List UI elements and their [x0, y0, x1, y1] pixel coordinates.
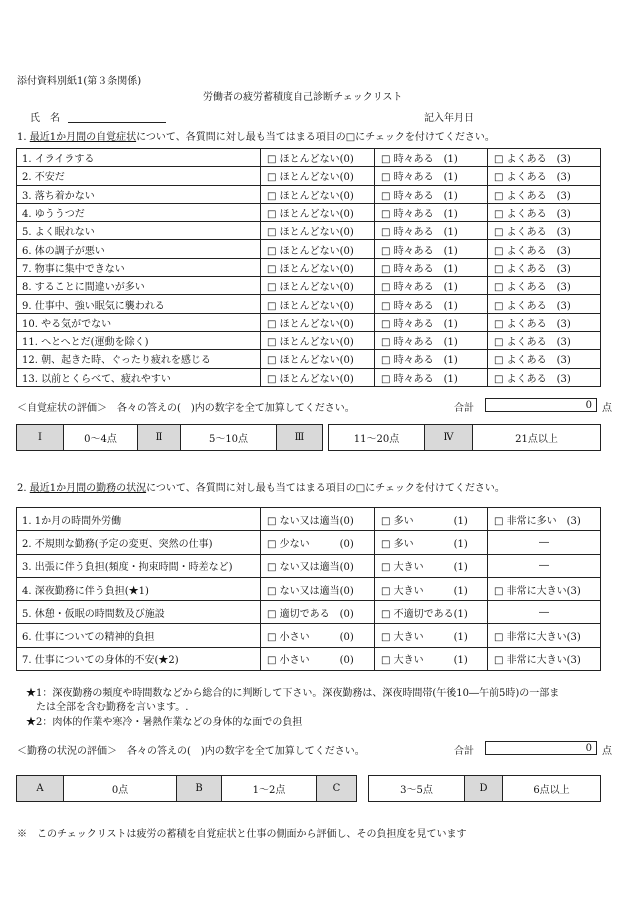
work-status-row: [17, 508, 601, 531]
symptom-row: [17, 149, 601, 167]
answer-checkbox-option[interactable]: □ 時々ある (1): [375, 240, 488, 258]
symptom-row: [17, 277, 601, 295]
work-status-row: [17, 624, 601, 647]
question-label: 13. 以前とくらべて、疲れやすい: [17, 368, 261, 386]
work-status-row: [17, 577, 601, 600]
question-label: 5. よく眠れない: [17, 222, 261, 240]
answer-checkbox-option[interactable]: □ 不適切である(1): [375, 601, 488, 624]
answer-checkbox-option[interactable]: □ ほとんどない(0): [261, 185, 375, 203]
answer-checkbox-option[interactable]: □ 時々ある (1): [375, 167, 488, 185]
grade-label: Ⅲ: [277, 425, 323, 451]
answer-checkbox-option[interactable]: □ ほとんどない(0): [261, 331, 375, 349]
symptom-row: [17, 295, 601, 313]
answer-checkbox-option[interactable]: □ 大きい (1): [375, 647, 488, 670]
answer-checkbox-option[interactable]: □ よくある (3): [488, 331, 601, 349]
answer-checkbox-option[interactable]: □ 時々ある (1): [375, 313, 488, 331]
section2-heading: [17, 479, 505, 494]
symptom-row: [17, 350, 601, 368]
symptom-row: [17, 368, 601, 386]
question-label: 7. 仕事についての身体的不安(★2): [17, 647, 261, 670]
grade-label: Ⅳ: [425, 425, 473, 451]
answer-checkbox-option[interactable]: □ よくある (3): [488, 350, 601, 368]
work-status-row: [17, 531, 601, 554]
symptom-grade-table: [16, 424, 601, 451]
answer-checkbox-option[interactable]: □ ほとんどない(0): [261, 277, 375, 295]
answer-checkbox-option[interactable]: □ ほとんどない(0): [261, 313, 375, 331]
answer-checkbox-option[interactable]: □ 時々ある (1): [375, 295, 488, 313]
note-star1-cont: たは全部を含む勤務を言います。.: [26, 702, 189, 713]
work-status-row: [17, 647, 601, 670]
question-label: 3. 落ち着かない: [17, 185, 261, 203]
answer-checkbox-option[interactable]: □ 非常に大きい(3): [488, 624, 601, 647]
name-label: 氏 名: [30, 113, 60, 124]
section2-underlined: 最近1か月間の勤務の状況: [29, 483, 147, 494]
section1-rest: について、各質問に対し最も当てはまる項目の□にチェックを付けてください。: [136, 132, 495, 143]
grade-range: 5～10点: [181, 425, 277, 451]
answer-checkbox-option[interactable]: □ 時々ある (1): [375, 258, 488, 276]
question-label: 1. イライラする: [17, 149, 261, 167]
symptom-row: [17, 240, 601, 258]
grade-label: C: [317, 776, 357, 802]
symptom-total-label: 合計: [454, 403, 474, 414]
symptom-row: [17, 167, 601, 185]
answer-checkbox-option[interactable]: □ よくある (3): [488, 185, 601, 203]
answer-checkbox-option[interactable]: □ 少ない (0): [261, 531, 375, 554]
grade-range: 3～5点: [369, 776, 465, 802]
section1-underlined: 最近1か月間の自覚症状: [29, 132, 137, 143]
answer-checkbox-option[interactable]: □ ない又は適当(0): [261, 508, 375, 531]
question-label: 2. 不安だ: [17, 167, 261, 185]
grade-range: 6点以上: [503, 776, 601, 802]
section1-num: 1.: [17, 132, 27, 143]
answer-checkbox-option[interactable]: □ ほとんどない(0): [261, 240, 375, 258]
answer-checkbox-option[interactable]: □ 非常に多い (3): [488, 508, 601, 531]
answer-checkbox-option[interactable]: □ よくある (3): [488, 277, 601, 295]
question-label: 4. ゆううつだ: [17, 203, 261, 221]
answer-checkbox-option[interactable]: □ よくある (3): [488, 203, 601, 221]
not-applicable-cell: ―: [488, 554, 601, 577]
answer-checkbox-option[interactable]: □ ほとんどない(0): [261, 222, 375, 240]
answer-checkbox-option[interactable]: □ 時々ある (1): [375, 185, 488, 203]
answer-checkbox-option[interactable]: □ 時々ある (1): [375, 350, 488, 368]
answer-checkbox-option[interactable]: □ 時々ある (1): [375, 149, 488, 167]
symptom-row: [17, 331, 601, 349]
answer-checkbox-option[interactable]: □ 多い (1): [375, 508, 488, 531]
work-evaluation-text: ＜勤務の状況の評価＞ 各々の答えの( )内の数字を全て加算してください。: [17, 746, 365, 757]
question-label: 12. 朝、起きた時、ぐったり疲れを感じる: [17, 350, 261, 368]
answer-checkbox-option[interactable]: □ よくある (3): [488, 167, 601, 185]
question-label: 1. 1か月の時間外労働: [17, 508, 261, 531]
question-label: 7. 物事に集中できない: [17, 258, 261, 276]
footer-note: ※ このチェックリストは疲労の蓄積を自覚症状と仕事の側面から評価し、その負担度を見ています: [17, 829, 467, 840]
symptom-row: [17, 185, 601, 203]
work-grade-table: [16, 775, 601, 802]
not-applicable-cell: ―: [488, 531, 601, 554]
grade-range: 21点以上: [473, 425, 601, 451]
answer-checkbox-option[interactable]: □ 時々ある (1): [375, 331, 488, 349]
question-label: 4. 深夜勤務に伴う負担(★1): [17, 577, 261, 600]
answer-checkbox-option[interactable]: □ 非常に大きい(3): [488, 577, 601, 600]
question-label: 10. やる気がでない: [17, 313, 261, 331]
answer-checkbox-option[interactable]: □ 大きい (1): [375, 554, 488, 577]
answer-checkbox-option[interactable]: □ 時々ある (1): [375, 203, 488, 221]
answer-checkbox-option[interactable]: □ よくある (3): [488, 258, 601, 276]
symptom-row: [17, 203, 601, 221]
work-status-row: [17, 601, 601, 624]
answer-checkbox-option[interactable]: □ ほとんどない(0): [261, 203, 375, 221]
grade-label: A: [17, 776, 64, 802]
answer-checkbox-option[interactable]: □ 小さい (0): [261, 624, 375, 647]
question-label: 11. へとへとだ(運動を除く): [17, 331, 261, 349]
grade-range: 11～20点: [329, 425, 425, 451]
question-label: 5. 休憩・仮眠の時間数及び施設: [17, 601, 261, 624]
grade-label: Ⅱ: [138, 425, 181, 451]
question-label: 3. 出張に伴う負担(頻度・拘束時間・時差など): [17, 554, 261, 577]
answer-checkbox-option[interactable]: □ よくある (3): [488, 149, 601, 167]
question-label: 6. 仕事についての精神的負担: [17, 624, 261, 647]
not-applicable-cell: ―: [488, 601, 601, 624]
answer-checkbox-option[interactable]: □ ほとんどない(0): [261, 149, 375, 167]
grade-label: B: [177, 776, 222, 802]
answer-checkbox-option[interactable]: □ 時々ある (1): [375, 368, 488, 386]
work-total-label: 合計: [454, 746, 474, 757]
answer-checkbox-option[interactable]: □ ほとんどない(0): [261, 167, 375, 185]
symptom-row: [17, 222, 601, 240]
symptom-row: [17, 313, 601, 331]
answer-checkbox-option[interactable]: □ ほとんどない(0): [261, 368, 375, 386]
answer-checkbox-option[interactable]: □ よくある (3): [488, 222, 601, 240]
date-label: 記入年月日: [424, 113, 474, 124]
answer-checkbox-option[interactable]: □ ほとんどない(0): [261, 295, 375, 313]
question-label: 8. することに間違いが多い: [17, 277, 261, 295]
answer-checkbox-option[interactable]: □ よくある (3): [488, 240, 601, 258]
question-label: 2. 不規則な勤務(予定の変更、突然の仕事): [17, 531, 261, 554]
answer-checkbox-option[interactable]: □ よくある (3): [488, 295, 601, 313]
grade-label: Ⅰ: [17, 425, 64, 451]
question-label: 9. 仕事中、強い眠気に襲われる: [17, 295, 261, 313]
answer-checkbox-option[interactable]: □ よくある (3): [488, 313, 601, 331]
grade-range: 0～4点: [64, 425, 138, 451]
section2-num: 2.: [17, 483, 27, 494]
symptom-row: [17, 258, 601, 276]
attachment-label: 添付資料別紙1(第３条関係): [17, 76, 142, 87]
page-title: 労働者の疲労蓄積度自己診断チェックリスト: [203, 92, 403, 103]
answer-checkbox-option[interactable]: □ 小さい (0): [261, 647, 375, 670]
symptom-total-unit: 点: [602, 403, 612, 414]
question-label: 6. 体の調子が悪い: [17, 240, 261, 258]
grade-label: D: [465, 776, 503, 802]
answer-checkbox-option[interactable]: □ ほとんどない(0): [261, 350, 375, 368]
symptom-total-field[interactable]: 0: [485, 398, 597, 412]
work-total-unit: 点: [602, 746, 612, 757]
answer-checkbox-option[interactable]: □ ほとんどない(0): [261, 258, 375, 276]
answer-checkbox-option[interactable]: □ 非常に大きい(3): [488, 647, 601, 670]
answer-checkbox-option[interactable]: □ 時々ある (1): [375, 277, 488, 295]
work-total-field[interactable]: 0: [485, 741, 597, 755]
grade-range: 1～2点: [222, 776, 317, 802]
answer-checkbox-option[interactable]: □ 大きい (1): [375, 577, 488, 600]
answer-checkbox-option[interactable]: □ 大きい (1): [375, 624, 488, 647]
section2-rest: について、各質問に対し最も当てはまる項目の□にチェックを付けてください。: [146, 483, 505, 494]
answer-checkbox-option[interactable]: □ よくある (3): [488, 368, 601, 386]
answer-checkbox-option[interactable]: □ ない又は適当(0): [261, 577, 375, 600]
note-star2: ★2：肉体的作業や寒冷・暑熱作業などの身体的な面での負担: [26, 717, 303, 728]
name-field[interactable]: [68, 122, 166, 123]
section1-heading: [17, 128, 495, 143]
answer-checkbox-option[interactable]: □ 適切である (0): [261, 601, 375, 624]
symptom-evaluation-text: ＜自覚症状の評価＞ 各々の答えの( )内の数字を全て加算してください。: [17, 403, 355, 414]
answer-checkbox-option[interactable]: □ ない又は適当(0): [261, 554, 375, 577]
work-status-table: [16, 507, 601, 671]
note-star1: ★1：深夜勤務の頻度や時間数などから総合的に判断して下さい。深夜勤務は、深夜時間帯(午後10―午前5時)の一部ま: [26, 688, 560, 699]
answer-checkbox-option[interactable]: □ 多い (1): [375, 531, 488, 554]
work-status-row: [17, 554, 601, 577]
grade-range: 0点: [64, 776, 177, 802]
answer-checkbox-option[interactable]: □ 時々ある (1): [375, 222, 488, 240]
symptom-table: [16, 148, 601, 387]
